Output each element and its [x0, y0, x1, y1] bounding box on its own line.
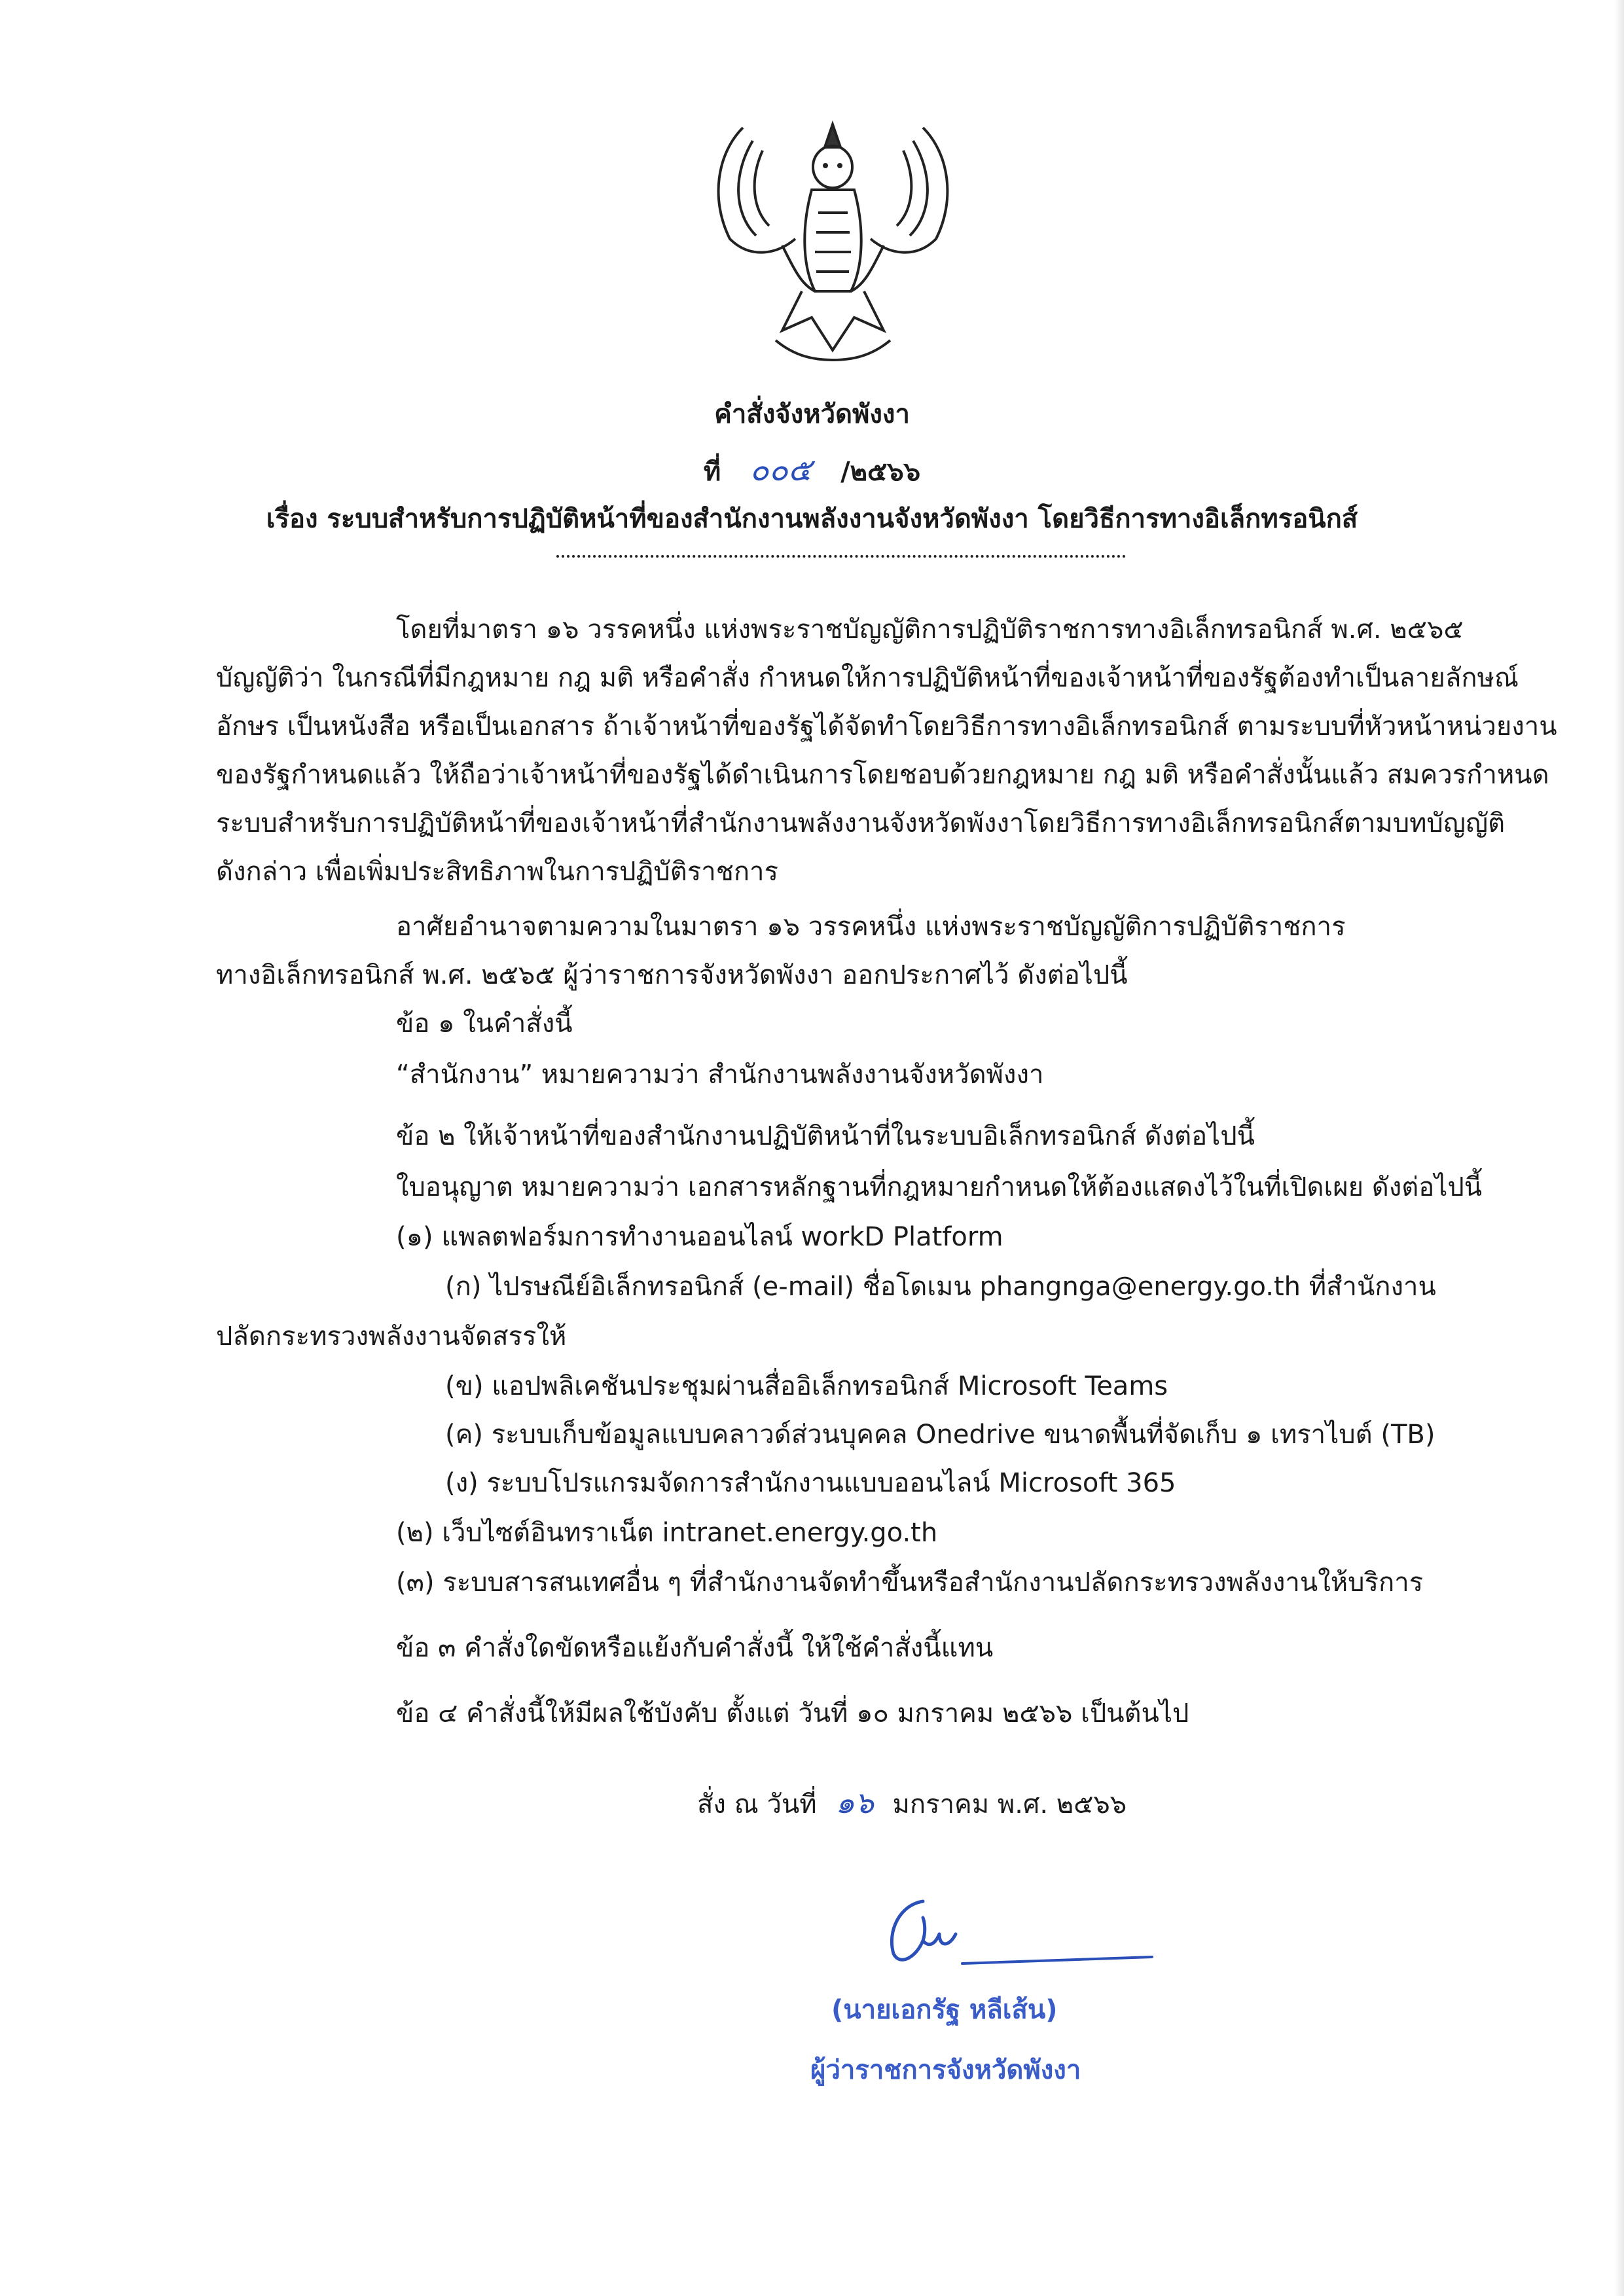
garuda-emblem-icon [704, 115, 962, 367]
item-1b: (ข) แอปพลิเคชันประชุมผ่านสื่ออิเล็กทรอนิกส์ Microsoft Teams [445, 1371, 1168, 1401]
clause-1: ข้อ ๑ ในคำสั่งนี้ [396, 1009, 573, 1039]
item-1d: (ง) ระบบโปรแกรมจัดการสำนักงานแบบออนไลน์ Microsoft 365 [445, 1468, 1176, 1498]
order-subject: เรื่อง ระบบสำหรับการปฏิบัติหน้าที่ของสำนักงานพลังงานจังหวัดพังงา โดยวิธีการทางอิเล็กทรอนิกส์ [266, 504, 1358, 534]
item-2: (๒) เว็บไซต์อินทราเน็ต intranet.energy.go.th [396, 1518, 938, 1548]
body-line: ทางอิเล็กทรอนิกส์ พ.ศ. ๒๕๖๕ ผู้ว่าราชการจังหวัดพังงา ออกประกาศไว้ ดังต่อไปนี้ [216, 960, 1128, 990]
body-line: อักษร เป็นหนังสือ หรือเป็นเอกสาร ถ้าเจ้าหน้าที่ของรัฐได้จัดทำโดยวิธีการทางอิเล็กทรอนิกส์ ตามระบบที่หัวหน้าหน่วยงาน [216, 711, 1557, 742]
body-line: อาศัยอำนาจตามความในมาตรา ๑๖ วรรคหนึ่ง แห่งพระราชบัญญัติการปฏิบัติราชการ [396, 912, 1346, 942]
item-1c: (ค) ระบบเก็บข้อมูลแบบคลาวด์ส่วนบุคคล Onedrive ขนาดพื้นที่จัดเก็บ ๑ เทราไบต์ (TB) [445, 1420, 1435, 1450]
order-number-year: /๒๕๖๖ [840, 457, 921, 487]
body-line: ระบบสำหรับการปฏิบัติหน้าที่ของเจ้าหน้าที่สำนักงานพลังงานจังหวัดพังงาโดยวิธีการทางอิเล็กทรอนิกส์ตามบทบัญญัติ [216, 808, 1506, 838]
body-line: ของรัฐกำหนดแล้ว ให้ถือว่าเจ้าหน้าที่ของรัฐได้ดำเนินการโดยชอบด้วยกฎหมาย กฎ มติ หรือคำสั่งนั้นแล้ว สมควรกำหนด [216, 760, 1549, 790]
definition-license: ใบอนุญาต หมายความว่า เอกสารหลักฐานที่กฎหมายกำหนดให้ต้องแสดงไว้ในที่เปิดเผย ดังต่อไปนี้ [396, 1172, 1483, 1202]
item-1a: (ก) ไปรษณีย์อิเล็กทรอนิกส์ (e-mail) ชื่อโดเมน phangnga@energy.go.th ที่สำนักงาน [445, 1272, 1436, 1302]
dotted-divider [556, 555, 1126, 558]
body-line: โดยที่มาตรา ๑๖ วรรคหนึ่ง แห่งพระราชบัญญัติการปฏิบัติราชการทางอิเล็กทรอนิกส์ พ.ศ. ๒๕๖๕ [396, 615, 1464, 645]
item-1a-cont: ปลัดกระทรวงพลังงานจัดสรรให้ [216, 1321, 567, 1352]
signer-position: ผู้ว่าราชการจังหวัดพังงา [810, 2055, 1081, 2085]
definition-office: “สำนักงาน” หมายความว่า สำนักงานพลังงานจังหวัดพังงา [396, 1060, 1044, 1090]
scan-edge-shadow [1615, 0, 1624, 2296]
clause-2: ข้อ ๒ ให้เจ้าหน้าที่ของสำนักงานปฏิบัติหน้าที่ในระบบอิเล็กทรอนิกส์ ดังต่อไปนี้ [396, 1121, 1255, 1151]
body-line: ดังกล่าว เพื่อเพิ่มประสิทธิภาพในการปฏิบัติราชการ [216, 857, 779, 887]
order-number-handwritten: ๐๐๕ [749, 452, 812, 488]
order-number [0, 445, 1624, 495]
date-prefix: สั่ง ณ วันที่ [697, 1789, 817, 1820]
date-suffix: มกราคม พ.ศ. ๒๕๖๖ [892, 1789, 1127, 1820]
item-3: (๓) ระบบสารสนเทศอื่น ๆ ที่สำนักงานจัดทำขึ้นหรือสำนักงานปลัดกระทรวงพลังงานให้บริการ [396, 1568, 1424, 1598]
date-day-handwritten: ๑๖ [835, 1785, 874, 1820]
signature-icon [877, 1885, 1165, 1977]
order-number-prefix: ที่ [703, 457, 721, 487]
clause-4: ข้อ ๔ คำสั่งนี้ให้มีผลใช้บังคับ ตั้งแต่ วันที่ ๑๐ มกราคม ๒๕๖๖ เป็นต้นไป [396, 1698, 1189, 1729]
item-1: (๑) แพลตฟอร์มการทำงานออนไลน์ workD Platform [396, 1222, 1003, 1252]
order-title: คำสั่งจังหวัดพังงา [714, 399, 910, 429]
clause-3: ข้อ ๓ คำสั่งใดขัดหรือแย้งกับคำสั่งนี้ ให้ใช้คำสั่งนี้แทน [396, 1633, 994, 1663]
order-date [697, 1779, 1127, 1827]
body-line: บัญญัติว่า ในกรณีที่มีกฎหมาย กฎ มติ หรือคำสั่ง กำหนดให้การปฏิบัติหน้าที่ของเจ้าหน้าที่ของรัฐต้องทำเป็นลายลักษณ์ [216, 663, 1519, 693]
signer-name: (นายเอกรัฐ หลีเส้น) [831, 1995, 1058, 2025]
